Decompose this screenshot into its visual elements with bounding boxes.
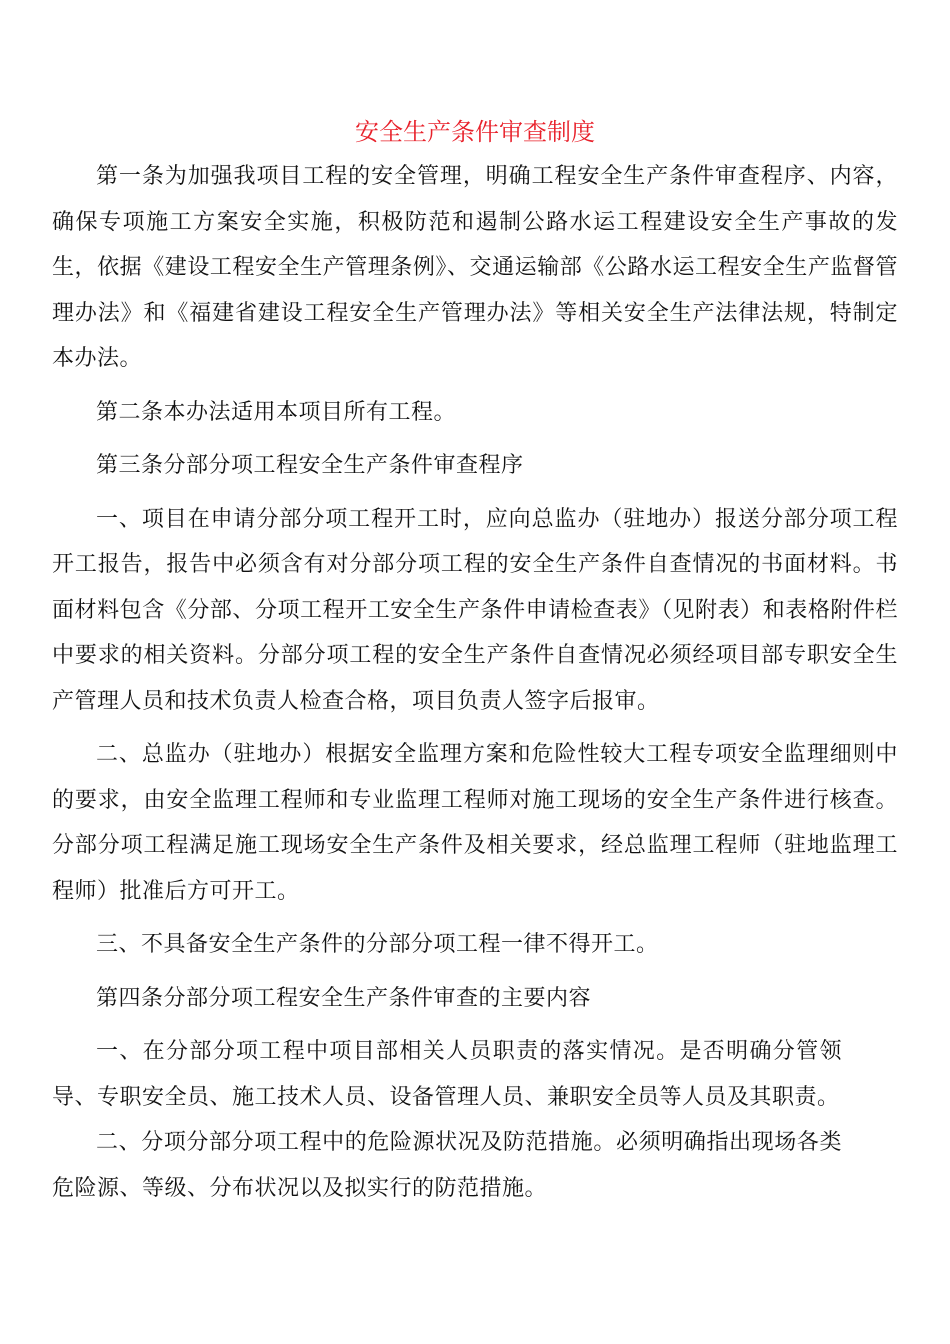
document-page — [52, 112, 898, 1211]
article-3-item-3: 三、不具备安全生产条件的分部分项工程一律不得开工。 — [96, 932, 659, 957]
article-3-item-1: 一、项目在申请分部分项工程开工时，应向总监办（驻地办）报送分部分项工程开工报告，报告中必须含有对分部分项工程的安全生产条件自查情况的书面材料。书面材料包含《分部、分项工程开工安全生产条件申请检查表》（见附表）和表格附件栏中要求的相关资料。分部分项工程的安全生产条件自查情况必须经项目部专职安全生产管理人员和技术负责人检查合格，项目负责人签字后报审。 — [52, 506, 898, 714]
article-4-item-2: 二、分项分部分项工程中的危险源状况及防范措施。必须明确指出现场各类危险源、等级、分布状况以及拟实行的防范措施。 — [52, 1130, 842, 1201]
document-title: 安全生产条件审查制度 — [355, 118, 595, 146]
article-4-heading: 第四条分部分项工程安全生产条件审查的主要内容 — [96, 985, 592, 1011]
article-1-paragraph: 第一条为加强我项目工程的安全管理，明确工程安全生产条件审查程序、内容，确保专项施工方案安全实施，积极防范和遏制公路水运工程建设安全生产事故的发生，依据《建设工程安全生产管理条例》、交通运输部《公路水运工程安全生产监督管理办法》和《福建省建设工程安全生产管理办法》等相关安全生产法律法规，特制定本办法。 — [52, 164, 898, 371]
article-3-item-2: 二、总监办（驻地办）根据安全监理方案和危险性较大工程专项安全监理细则中的要求，由安全监理工程师和专业监理工程师对施工现场的安全生产条件进行核查。分部分项工程满足施工现场安全生产条件及相关要求，经总监理工程师（驻地监理工程师）批准后方可开工。 — [52, 742, 898, 904]
article-3-heading: 第三条分部分项工程安全生产条件审查程序 — [96, 453, 524, 478]
article-4-item-1: 一、在分部分项工程中项目部相关人员职责的落实情况。是否明确分管领导、专职安全员、施工技术人员、设备管理人员、兼职安全员等人员及其职责。 — [52, 1039, 842, 1110]
article-2-paragraph: 第二条本办法适用本项目所有工程。 — [96, 399, 457, 425]
